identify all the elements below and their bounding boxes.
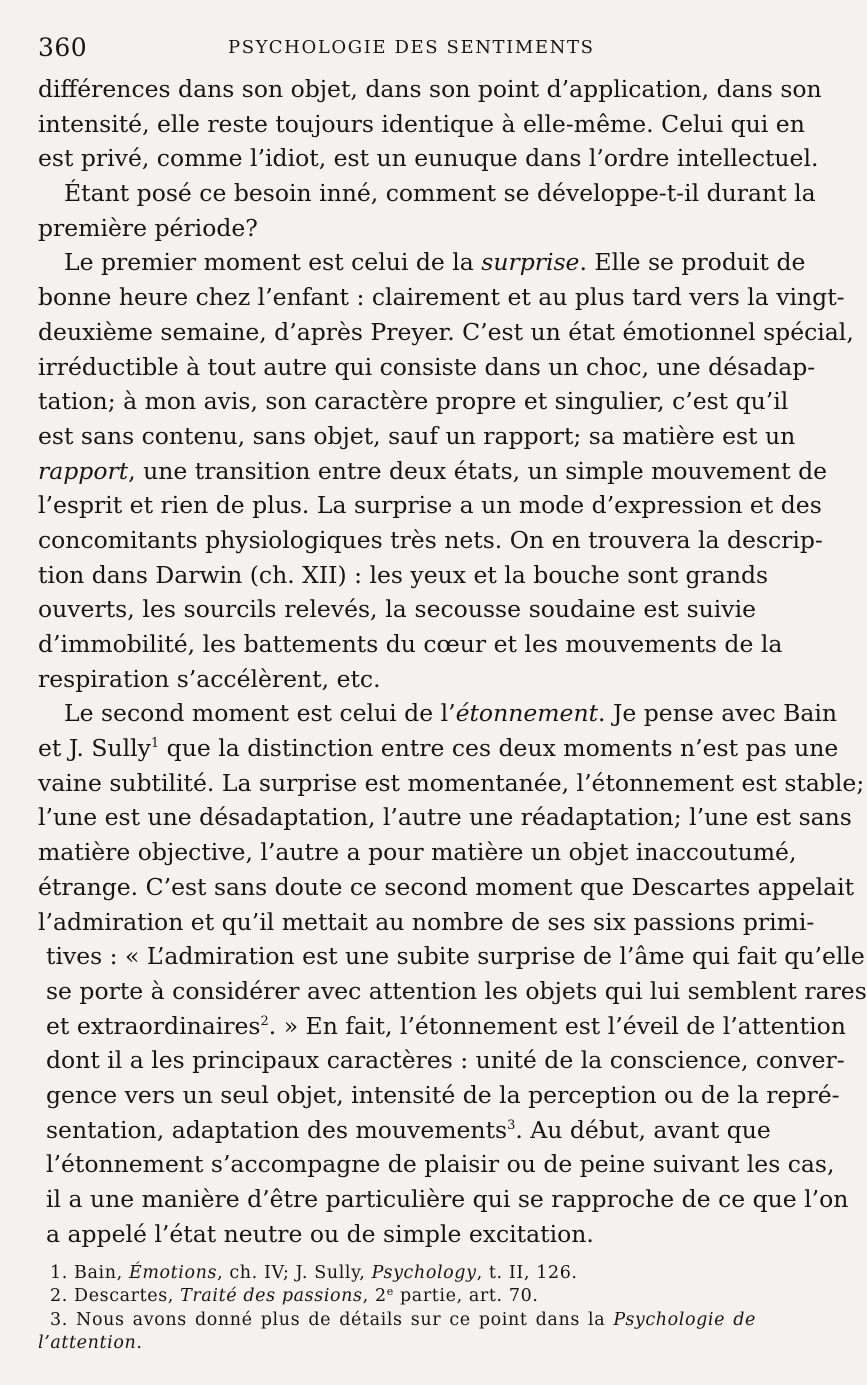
text-line: [38, 454, 828, 489]
text-line: [38, 211, 756, 246]
text-run: 2. Descartes,: [50, 1286, 181, 1307]
text-line: [38, 870, 855, 905]
text-run: deuxième semaine, d’après Preyer. C’est un état émotionnel spécial,: [38, 317, 854, 346]
text-run: matière objective, l’autre a pour matière un objet inaccoutumé,: [38, 838, 797, 867]
italic-run: Psychologie de: [613, 1309, 756, 1330]
italic-run: l’attention: [38, 1333, 137, 1354]
text-line: [38, 627, 783, 662]
text-run: l’une est une désadaptation, l’autre une réadaptation; l’une est sans: [38, 803, 852, 832]
text-line: [38, 1147, 835, 1182]
text-run: . Elle se produit de: [579, 248, 806, 277]
text-run: que la distinction entre ces deux moments n’est pas une: [159, 734, 839, 763]
text-line: [38, 1113, 771, 1148]
superscript: e: [386, 1285, 394, 1299]
text-line: [38, 1182, 849, 1217]
text-run: , 2: [362, 1286, 387, 1307]
text-line: [38, 766, 865, 801]
text-run: différences dans son objet, dans son point d’application, dans son: [38, 75, 822, 103]
text-run: gence vers un seul objet, intensité de la perception ou de la repré-: [46, 1080, 840, 1109]
text-line: [38, 245, 806, 280]
footnote-line: [38, 1285, 756, 1308]
footnote-line: [38, 1332, 756, 1355]
text-line: [38, 1217, 756, 1252]
text-run: .: [136, 1333, 143, 1354]
footnote-line: [38, 1309, 756, 1332]
text-line: [38, 662, 756, 697]
text-line: [38, 523, 823, 558]
text-run: dont il a les principaux caractères : unité de la conscience, conver-: [46, 1046, 845, 1075]
footnotes: [38, 1262, 756, 1356]
text-line: [38, 1078, 840, 1113]
text-line: [38, 72, 822, 107]
text-line: [38, 558, 769, 593]
text-run: a appelé l’état neutre ou de simple excitation.: [46, 1219, 594, 1248]
text-run: et J. Sully: [38, 734, 151, 763]
text-run: , une transition entre deux états, un simple mouvement de: [128, 456, 828, 485]
text-run: sentation, adaptation des mouvements: [46, 1115, 508, 1144]
italic-run: rapport: [38, 456, 129, 485]
text-run: étrange. C’est sans doute ce second moment que Descartes appelait: [38, 872, 855, 901]
text-line: [38, 280, 845, 315]
text-run: l’esprit et rien de plus. La surprise a un mode d’expression et des: [38, 491, 822, 520]
text-run: il a une manière d’être particulière qui se rapproche de ce que l’on: [46, 1185, 849, 1213]
text-line: [38, 315, 854, 350]
footnote-line: [38, 1262, 756, 1285]
text-line: [38, 107, 805, 142]
text-run: 3. Nous avons donné plus de détails sur ce point dans la: [50, 1309, 614, 1330]
text-line: [38, 696, 838, 731]
text-run: bonne heure chez l’enfant : clairement et au plus tard vers la vingt-: [38, 283, 845, 312]
text-run: 1. Bain,: [50, 1263, 129, 1283]
text-run: . Je pense avec Bain: [598, 699, 838, 728]
text-run: l’étonnement s’accompagne de plaisir ou de peine suivant les cas,: [46, 1150, 835, 1179]
footnote-ref: 2: [260, 1013, 269, 1029]
text-line: [38, 731, 839, 766]
italic-run: Psychology: [371, 1263, 477, 1283]
text-line: [38, 1043, 845, 1078]
text-run: vaine subtilité. La surprise est momentanée, l’étonnement est stable;: [38, 768, 865, 797]
text-run: Étant posé ce besoin inné, comment se développe-t-il durant la: [64, 179, 816, 208]
text-run: l’admiration et qu’il mettait au nombre de ses six passions primi-: [38, 907, 815, 936]
text-line: [38, 974, 867, 1009]
footnote-ref: 3: [507, 1117, 516, 1133]
text-run: et extraordinaires: [46, 1011, 261, 1040]
italic-run: étonnement: [455, 699, 599, 728]
footnote-ref: 1: [150, 736, 160, 752]
text-run: ouverts, les sourcils relevés, la secousse soudaine est suivie: [38, 595, 756, 624]
text-line: [38, 939, 865, 974]
page-header: [38, 30, 758, 66]
text-run: irréductible à tout autre qui consiste dans un choc, une désadap-: [38, 352, 816, 381]
body-text: [38, 72, 867, 1251]
text-line: [38, 350, 816, 385]
text-run: tion dans Darwin (ch. XII) : les yeux et la bouche sont grands: [38, 560, 769, 589]
text-run: . Au début, avant que: [515, 1115, 771, 1144]
text-line: [38, 141, 819, 176]
text-line: [38, 488, 822, 523]
text-line: [38, 835, 797, 870]
italic-run: Émotions: [128, 1263, 218, 1283]
text-run: d’immobilité, les battements du cœur et les mouvements de la: [38, 630, 783, 658]
text-run: concomitants physiologiques très nets. On en trouvera la descrip-: [38, 525, 823, 554]
text-line: [38, 419, 796, 454]
italic-run: surprise: [481, 248, 580, 277]
text-run: partie, art. 70.: [393, 1286, 539, 1307]
text-run: , ch. IV; J. Sully,: [217, 1263, 372, 1283]
text-line: [38, 176, 816, 211]
text-run: est sans contenu, sans objet, sauf un rapport; sa matière est un: [38, 421, 796, 450]
running-head: PSYCHOLOGIE DES SENTIMENTS: [228, 37, 595, 58]
text-run: tation; à mon avis, son caractère propre et singulier, c’est qu’il: [38, 387, 789, 416]
text-line: [38, 905, 815, 940]
text-run: se porte à considérer avec attention les objets qui lui semblent rares: [46, 976, 867, 1005]
text-line: [38, 1009, 846, 1044]
text-run: , t. II, 126.: [476, 1263, 578, 1283]
text-run: tives : « L’admiration est une subite surprise de l’âme qui fait qu’elle: [46, 942, 865, 971]
text-run: respiration s’accélèrent, etc.: [38, 664, 381, 693]
italic-run: Traité des passions: [180, 1286, 363, 1307]
text-line: [38, 592, 756, 627]
text-run: Le second moment est celui de l’: [64, 699, 456, 728]
text-line: [38, 384, 789, 419]
text-run: Le premier moment est celui de la: [64, 248, 482, 277]
text-run: première période?: [38, 213, 258, 242]
page-number: 360: [38, 33, 88, 62]
text-run: . » En fait, l’étonnement est l’éveil de l’attention: [268, 1011, 846, 1040]
text-run: est privé, comme l’idiot, est un eunuque dans l’ordre intellectuel.: [38, 144, 819, 173]
text-run: intensité, elle reste toujours identique à elle-même. Celui qui en: [38, 109, 805, 138]
text-line: [38, 800, 852, 835]
